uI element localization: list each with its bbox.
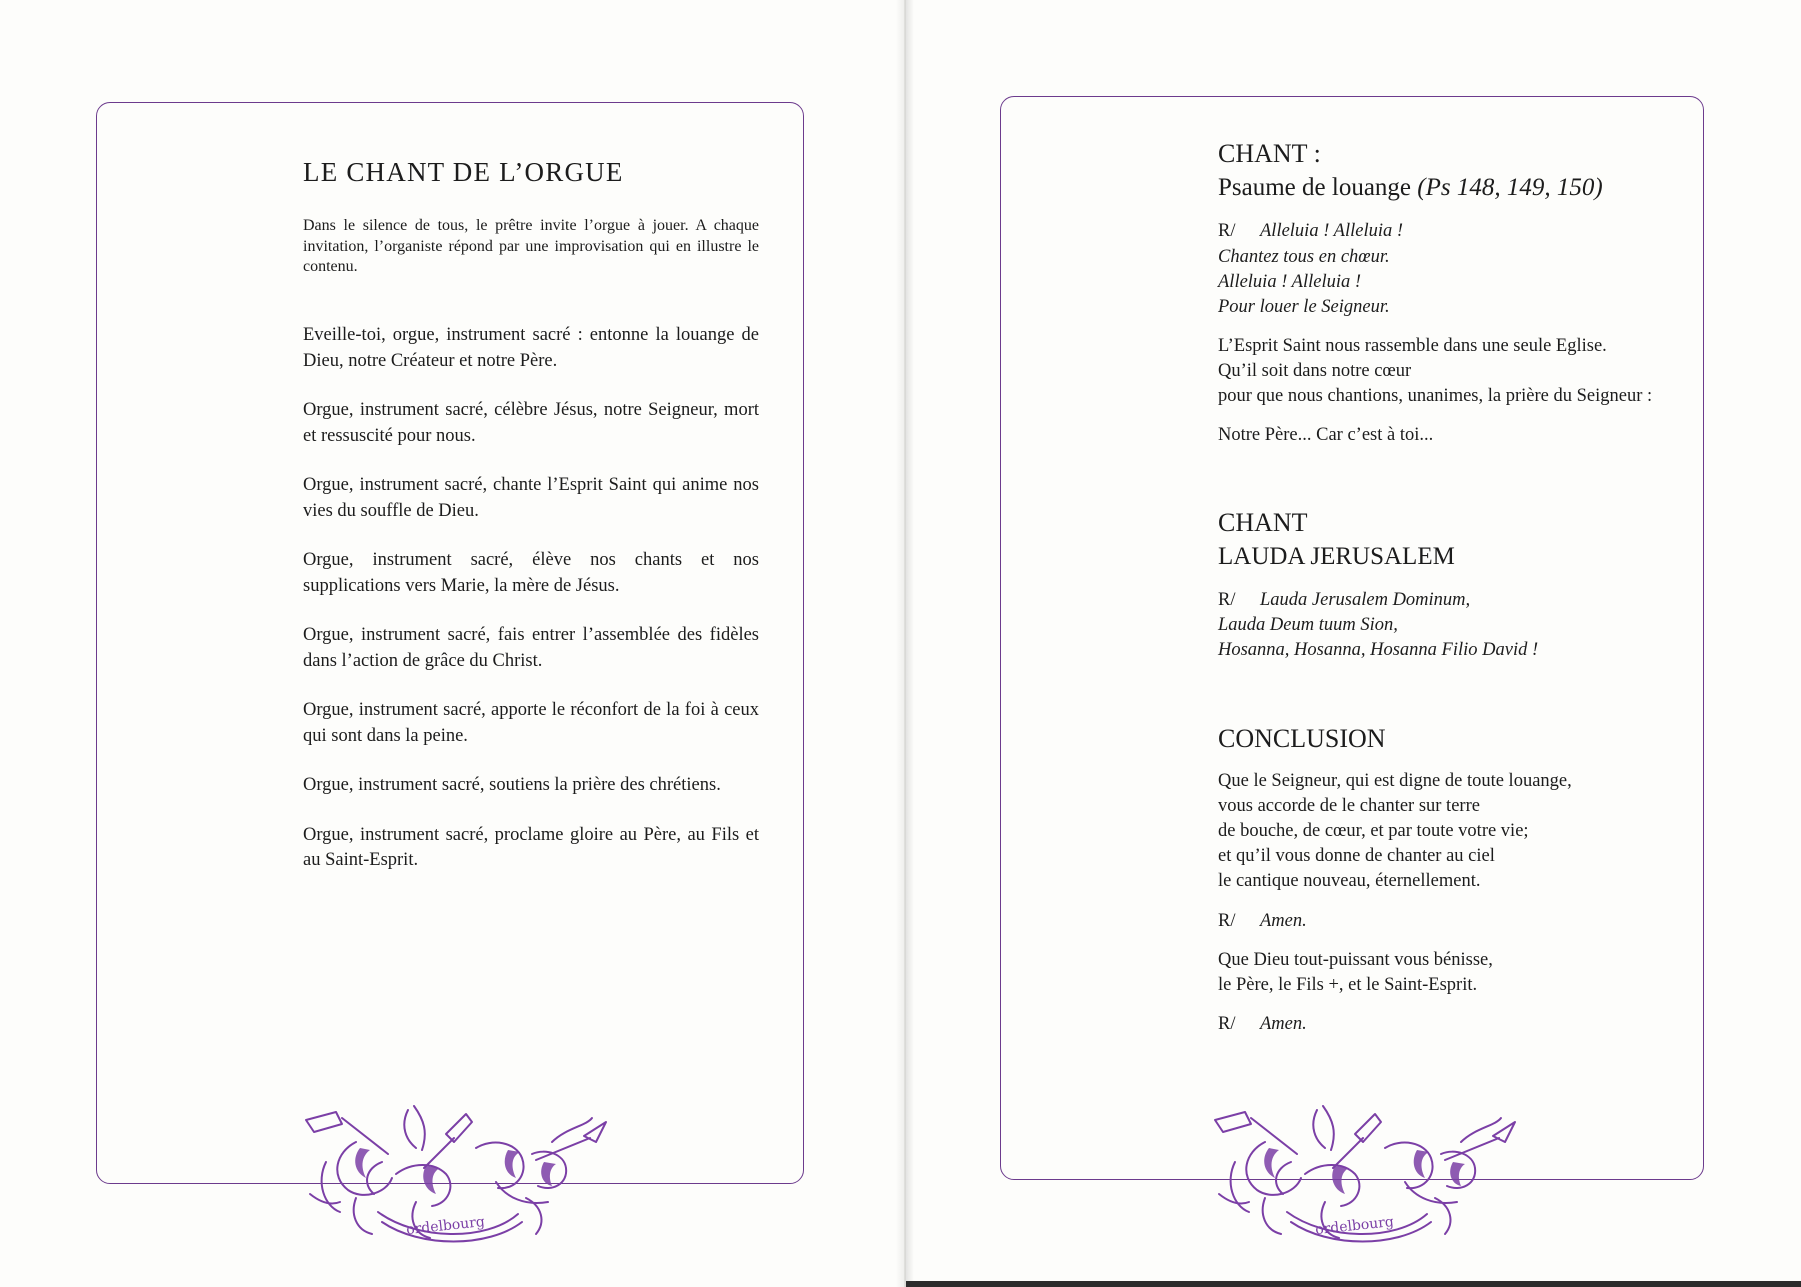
text-line: et qu’il vous donne de chanter au ciel	[1218, 846, 1495, 867]
response-label: R/	[1218, 1014, 1236, 1035]
intro-rubric: Dans le silence de tous, le prêtre invite l’orgue à jouer. A chaque invitation, l’organiste répond par une improvisation qui en illustre le contenu.	[303, 216, 759, 276]
response-label: R/	[1218, 221, 1236, 242]
page-title: LE CHANT DE L’ORGUE	[303, 157, 624, 187]
invocation-3: Orgue, instrument sacré, chante l’Esprit Saint qui anime nos vies du souffle de Dieu.	[303, 475, 759, 521]
invocation-1: Eveille-toi, orgue, instrument sacré : entonne la louange de Dieu, notre Créateur et notre Père.	[303, 325, 759, 371]
invocation-7: Orgue, instrument sacré, soutiens la prière des chrétiens.	[303, 775, 721, 796]
amen-text: Amen.	[1260, 910, 1307, 931]
conclusion-blessing-1	[1218, 769, 1670, 895]
chant1-refrain	[1218, 219, 1670, 320]
chant1-psalm-reference: (Ps 148, 149, 150)	[1417, 174, 1603, 202]
refrain-line: Lauda Jerusalem Dominum,	[1260, 589, 1471, 610]
invocation-5: Orgue, instrument sacré, fais entrer l’assemblée des fidèles dans l’action de grâce du Christ.	[303, 625, 759, 671]
response-label: R/	[1218, 910, 1236, 931]
invocation-6: Orgue, instrument sacré, apporte le réconfort de la foi à ceux qui sont dans la peine.	[303, 700, 759, 746]
chant1-heading: CHANT :	[1218, 139, 1321, 168]
text-line: vous accorde de le chanter sur terre	[1218, 795, 1480, 816]
conclusion-heading: CONCLUSION	[1218, 724, 1386, 754]
ornament-label: ordelbourg	[1314, 1213, 1395, 1239]
ornament-label: ordelbourg	[405, 1213, 486, 1239]
invocation-8: Orgue, instrument sacré, proclame gloire au Père, au Fils et au Saint-Esprit.	[303, 824, 759, 871]
text-line: pour que nous chantions, unanimes, la prière du Seigneur :	[1218, 386, 1653, 407]
refrain-line: Alleluia ! Alleluia !	[1218, 271, 1362, 292]
text-line: le Père, le Fils +, et le Saint-Esprit.	[1218, 974, 1478, 995]
chant2-subtitle: LAUDA JERUSALEM	[1218, 542, 1455, 570]
conclusion-amen-1	[1218, 909, 1670, 934]
conclusion-blessing-2	[1218, 948, 1670, 998]
chant2-refrain	[1218, 588, 1670, 663]
refrain-line: Hosanna, Hosanna, Hosanna Filio David !	[1218, 640, 1539, 661]
refrain-line: Pour louer le Seigneur.	[1218, 296, 1390, 317]
book-spine	[896, 0, 914, 1287]
text-line: Qu’il soit dans notre cœur	[1218, 361, 1412, 382]
text-line: Que Dieu tout-puissant vous bénisse,	[1218, 949, 1493, 970]
conclusion-amen-2	[1218, 1012, 1670, 1037]
chant1-text	[1218, 334, 1670, 409]
cherubs-trumpets-ornament	[1205, 1102, 1523, 1247]
page-edge	[906, 1281, 1801, 1287]
left-page-content	[303, 156, 759, 898]
response-label: R/	[1218, 589, 1236, 610]
refrain-line: Chantez tous en chœur.	[1218, 246, 1390, 267]
refrain-line: Lauda Deum tuum Sion,	[1218, 615, 1398, 636]
chant1-closing: Notre Père... Car c’est à toi...	[1218, 425, 1434, 446]
amen-text: Amen.	[1260, 1014, 1307, 1035]
invocation-4: Orgue, instrument sacré, élève nos chants et nos supplications vers Marie, la mère de Jésus.	[303, 550, 759, 596]
invocation-2: Orgue, instrument sacré, célèbre Jésus, notre Seigneur, mort et ressuscité pour nous.	[303, 400, 759, 446]
cherubs-trumpets-ornament	[296, 1102, 614, 1247]
right-page-content	[1218, 136, 1670, 1037]
refrain-line: Alleluia ! Alleluia !	[1260, 221, 1404, 242]
text-line: le cantique nouveau, éternellement.	[1218, 871, 1481, 892]
text-line: L’Esprit Saint nous rassemble dans une seule Eglise.	[1218, 335, 1607, 356]
chant2-heading: CHANT	[1218, 507, 1308, 537]
chant1-subtitle	[1218, 171, 1670, 205]
chant1-subtitle-text: Psaume de louange	[1218, 174, 1412, 202]
text-line: Que le Seigneur, qui est digne de toute louange,	[1218, 770, 1572, 791]
text-line: de bouche, de cœur, et par toute votre vie;	[1218, 821, 1529, 842]
